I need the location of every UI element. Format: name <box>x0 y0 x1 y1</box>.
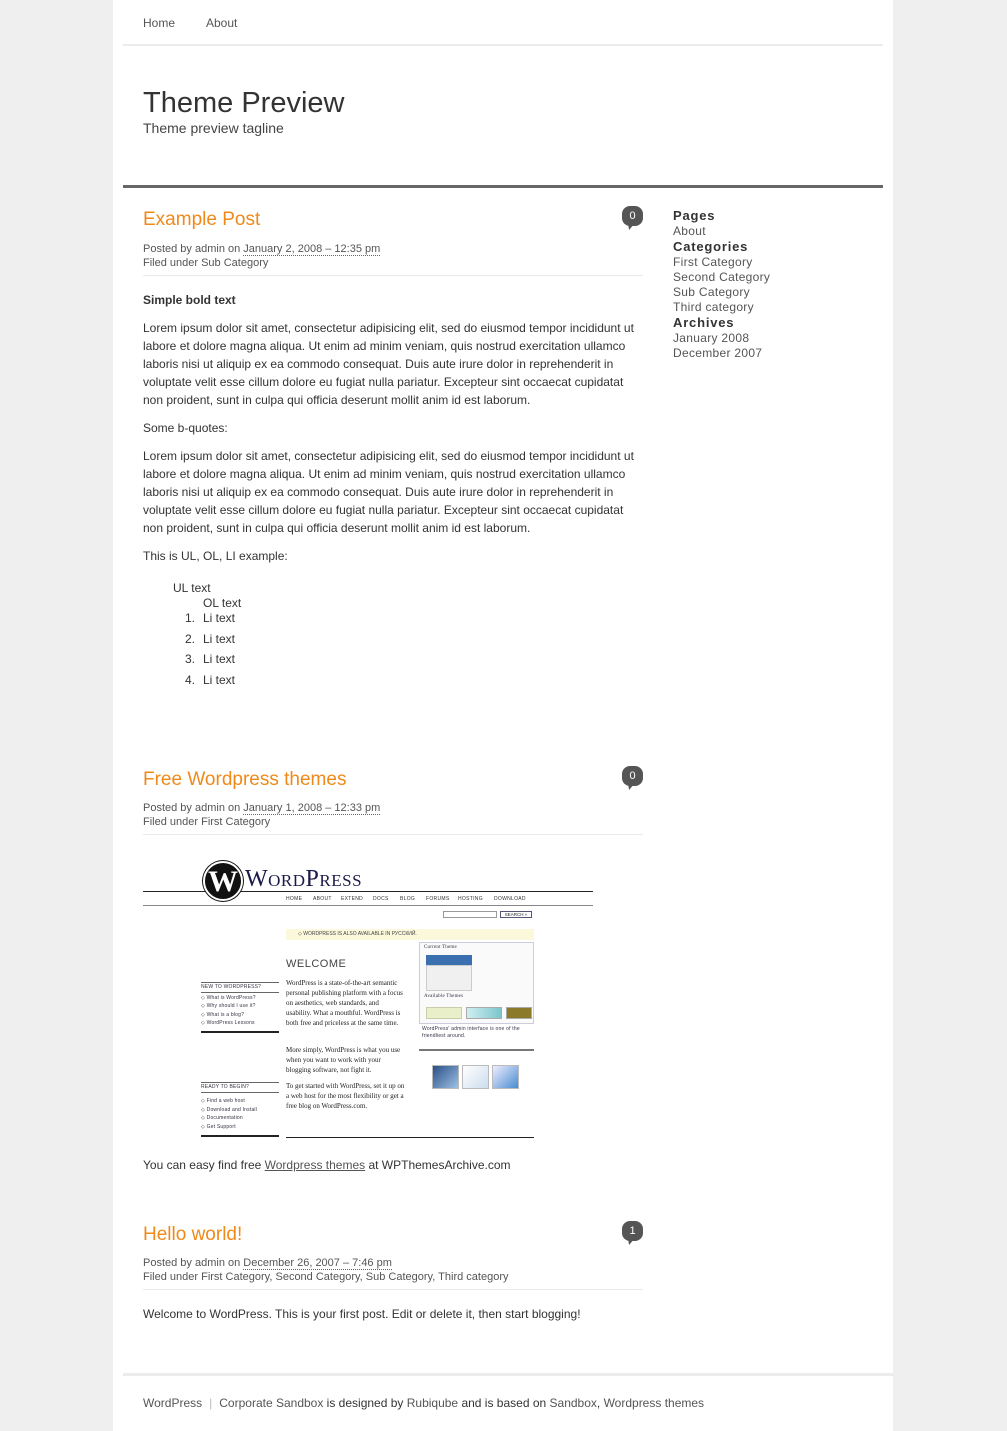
shot-menu-item: DOWNLOAD <box>494 896 526 902</box>
sidebar-item-second-category[interactable]: Second Category <box>673 270 771 284</box>
divider <box>201 992 279 993</box>
post-title[interactable]: Free Wordpress themes <box>143 769 347 790</box>
shot-heading: NEW TO WORDPRESS? <box>201 984 262 990</box>
bquote-label: Some b-quotes: <box>143 421 228 435</box>
shot-link: ◇ Download and Install <box>201 1107 258 1113</box>
ol-text: OL text <box>203 596 242 610</box>
post-date-link[interactable]: January 2, 2008 – 12:35 pm <box>243 243 381 255</box>
footer-separator: | <box>209 1396 213 1410</box>
divider <box>143 905 593 906</box>
post-meta <box>143 801 643 829</box>
shot-link: ◇ Documentation <box>201 1115 243 1121</box>
post-body <box>143 1305 643 1323</box>
divider <box>201 1092 279 1093</box>
list-label: This is UL, OL, LI example: <box>143 549 288 563</box>
comment-count-button[interactable] <box>622 206 643 231</box>
shot-theme-thumb <box>506 1007 532 1019</box>
paragraph: Lorem ipsum dolor sit amet, consectetur adipisicing elit, sed do eiusmod tempor incididunt ut labore et dolore magna aliqua. Ut enim ad minim veniam, quis nostrud exercitation ullamco laboris nisi ut aliquip ex ea commodo consequat. Duis aute irure dolor in reprehenderit in voluptate velit esse cillum dolore eu fugiat nulla pariatur. Excepteur sint occaecat cupidatat non proident, sunt in culpa qui officia deserunt mollit anim id est laborum. <box>143 449 634 535</box>
shot-link: ◇ What is a blog? <box>201 1012 245 1018</box>
category-link[interactable]: First Category <box>201 1271 270 1283</box>
category-link[interactable]: Sub Category <box>201 257 269 269</box>
footer-text: and is based on <box>458 1396 550 1410</box>
post-example <box>143 200 643 693</box>
divider <box>419 1049 534 1051</box>
footer-sandbox-link[interactable]: Sandbox <box>549 1396 597 1410</box>
shot-search-button: SEARCH » <box>500 911 532 918</box>
post-date-link[interactable]: December 26, 2007 – 7:46 pm <box>243 1257 392 1269</box>
shot-menu-item: HOME <box>286 896 303 902</box>
sidebar-item-first-category[interactable]: First Category <box>673 255 753 269</box>
bubble-tail <box>626 223 635 230</box>
sidebar-item-about[interactable]: About <box>673 224 706 238</box>
shot-heading: READY TO BEGIN? <box>201 1084 250 1090</box>
sidebar-item-third-category[interactable]: Third category <box>673 300 754 314</box>
footer-text: is designed by <box>323 1396 407 1410</box>
sidebar-heading-categories: Categories <box>673 239 749 254</box>
post-meta: Posted by admin on December 26, 2007 – 7:46 pm Filed under First Category, Second Category, Sub Category, Third category <box>143 1257 509 1283</box>
post-date-link[interactable]: January 1, 2008 – 12:33 pm <box>243 802 381 814</box>
post-body <box>143 1156 643 1174</box>
shot-panel-label: Available Themes <box>424 994 464 999</box>
posted-by-label: Posted by admin on <box>143 243 244 255</box>
posted-by-label: Posted by admin on <box>143 802 244 814</box>
post-title[interactable]: Hello world! <box>143 1224 243 1245</box>
nav-about-link[interactable]: About <box>206 16 238 30</box>
shot-search-box <box>443 911 497 918</box>
shot-panel-box <box>426 965 472 991</box>
footer-wordpress-link[interactable]: WordPress <box>143 1396 203 1410</box>
top-nav <box>123 0 883 46</box>
nav-home-link[interactable]: Home <box>143 16 176 30</box>
footer <box>143 1396 704 1410</box>
shot-menu-item: DOCS <box>373 896 389 902</box>
shot-welcome: WELCOME <box>286 958 347 970</box>
shot-menu-item: ABOUT <box>313 896 332 902</box>
category-link[interactable]: First Category <box>201 816 271 828</box>
site-tagline: Theme preview tagline <box>143 120 284 136</box>
category-link[interactable]: Second Category <box>275 1271 360 1283</box>
list-item <box>143 611 643 632</box>
comment-count-button[interactable] <box>622 766 643 791</box>
filed-under-label: Filed under <box>143 1271 202 1283</box>
comment-bubble-icon: 0 <box>622 206 643 226</box>
filed-under-label: Filed under <box>143 257 202 269</box>
sidebar-heading-archives: Archives <box>673 315 735 330</box>
post-title[interactable]: Example Post <box>143 209 261 230</box>
divider <box>286 1137 534 1138</box>
site-header <box>143 86 344 136</box>
shot-link: ◇ WordPress Lessons <box>201 1020 255 1026</box>
list-item-text: Li text <box>203 672 236 687</box>
header-divider <box>123 185 883 188</box>
sidebar-item-january-2008[interactable]: January 2008 <box>673 331 750 345</box>
comment-bubble-icon: 0 <box>622 766 643 786</box>
comment-bubble-icon: 1 <box>622 1221 643 1241</box>
wordpress-screenshot-image <box>143 858 593 1140</box>
footer-theme-link[interactable]: Corporate Sandbox <box>219 1396 324 1410</box>
list-item-text: Li text <box>203 631 236 646</box>
post-free-themes <box>143 760 643 1172</box>
post-hello-world <box>143 1215 643 1333</box>
list-item <box>143 632 643 653</box>
shot-theme-thumb <box>426 1007 462 1019</box>
shot-notice: ◇ WORDPRESS IS ALSO AVAILABLE IN РУССКИЙ. <box>286 929 534 940</box>
shot-panel-label: Current Theme <box>424 945 457 950</box>
sidebar <box>673 208 873 361</box>
list-number: 1. <box>185 611 196 625</box>
shot-link: ◇ Why should I use it? <box>201 1003 256 1009</box>
category-link[interactable]: Sub Category <box>365 1271 433 1283</box>
sidebar-item-december-2007[interactable]: December 2007 <box>673 346 763 360</box>
footer-designer-link[interactable]: Rubiqube <box>406 1396 459 1410</box>
footer-divider <box>123 1373 893 1376</box>
posted-by-label: Posted by admin on <box>143 1257 244 1269</box>
shot-menu-item: EXTEND <box>341 896 364 902</box>
shot-thumb <box>492 1065 519 1089</box>
bold-text: Simple bold text <box>143 293 236 307</box>
shot-intro: WordPress is a state-of-the-art semantic personal publishing platform with a focus on aesthetics, web standards, and usability. What a mouthful. WordPress is both free and priceless at the same time. <box>286 979 403 1027</box>
post-divider <box>143 834 643 835</box>
ul-text: UL text <box>173 581 211 595</box>
list-number: 4. <box>185 672 196 687</box>
list-item-text: Li text <box>203 611 236 625</box>
shot-panel-bar <box>426 955 472 965</box>
shot-admin-panel <box>419 942 534 1024</box>
shot-simply: More simply, WordPress is what you use when you want to work with your blogging software, not fight it. <box>286 1046 401 1074</box>
wordpress-themes-link[interactable]: Wordpress themes <box>264 1158 366 1172</box>
list-item-text: Li text <box>203 652 236 666</box>
shot-link: ◇ Get Support <box>201 1124 236 1130</box>
divider <box>201 1031 279 1033</box>
filed-under-label: Filed under <box>143 816 202 828</box>
list-item <box>143 673 643 694</box>
shot-thumb <box>432 1065 459 1089</box>
wordpress-logo-icon: W <box>203 861 243 901</box>
post-divider <box>143 275 643 276</box>
sidebar-heading-pages: Pages <box>673 208 716 223</box>
footer-wp-themes-link[interactable]: Wordpress themes <box>603 1396 705 1410</box>
footer-text: , <box>596 1396 604 1410</box>
shot-caption: WordPress' admin interface is one of the friendliest around. <box>422 1026 520 1039</box>
post-divider <box>143 1289 643 1290</box>
wordpress-logo-text: WordPress <box>245 866 363 892</box>
shot-menu-item: HOSTING <box>458 896 483 902</box>
list-number: 2. <box>185 631 196 646</box>
site-title[interactable]: Theme Preview <box>143 87 345 119</box>
sidebar-item-sub-category[interactable]: Sub Category <box>673 285 750 299</box>
category-link[interactable]: Third category <box>438 1271 509 1283</box>
comment-count-button[interactable] <box>622 1221 643 1246</box>
shot-thumb <box>462 1065 489 1089</box>
post-meta <box>143 242 643 270</box>
shot-theme-thumb <box>466 1007 502 1019</box>
bubble-tail <box>626 1238 635 1245</box>
post-body <box>143 291 643 693</box>
divider <box>201 1135 279 1137</box>
list-item <box>143 652 643 673</box>
body-text: at WPThemesArchive.com <box>365 1158 511 1172</box>
body-text: Welcome to WordPress. This is your first post. Edit or delete it, then start blogging! <box>143 1307 581 1321</box>
shot-menu-item: FORUMS <box>426 896 450 902</box>
shot-link: ◇ What is WordPress? <box>201 995 256 1001</box>
list-number: 3. <box>185 652 196 666</box>
paragraph: Lorem ipsum dolor sit amet, consectetur adipisicing elit, sed do eiusmod tempor incididunt ut labore et dolore magna aliqua. Ut enim ad minim veniam, quis nostrud exercitation ullamco laboris nisi ut aliquip ex ea commodo consequat. Duis aute irure dolor in reprehenderit in voluptate velit esse cillum dolore eu fugiat nulla pariatur. Excepteur sint occaecat cupidatat non proident, sunt in culpa qui officia deserunt mollit anim id est laborum. <box>143 321 634 407</box>
shot-menu-item: BLOG <box>400 896 416 902</box>
body-text: You can easy find free <box>143 1158 265 1172</box>
bubble-tail <box>626 783 635 790</box>
shot-link: ◇ Find a web host <box>201 1098 245 1104</box>
shot-started: To get started with WordPress, set it up on a web host for the most flexibility or get a free blog on WordPress.com. <box>286 1082 405 1110</box>
page-container <box>113 0 893 1431</box>
